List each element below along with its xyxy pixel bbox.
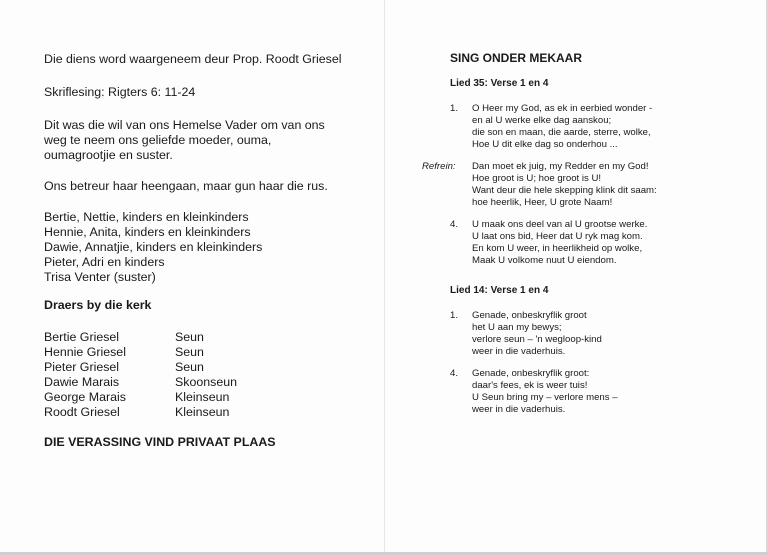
hymn-title: Lied 35: Verse 1 en 4 <box>450 78 549 89</box>
verse-number: 1. <box>450 310 459 321</box>
verse-lines <box>472 219 647 267</box>
message-line: oumagrootjie en suster. <box>44 148 173 162</box>
hymn-refrain <box>422 161 762 209</box>
left-panel <box>44 52 374 450</box>
verse-line: U maak ons deel van al U grootse werke. <box>472 219 648 230</box>
message-line: weg te neem ons geliefde moeder, ouma, <box>44 133 272 147</box>
verse-line: het U aan my bewys; <box>472 322 562 333</box>
bearer-name: Bertie Griesel <box>44 330 120 344</box>
verse-line: Genade, onbeskryflik groot: <box>472 368 590 379</box>
verse-lines <box>472 368 618 416</box>
verse-line: hoe heerlik, Heer, U grote Naam! <box>472 197 613 208</box>
family-line: Dawie, Annatjie, kinders en kleinkinders <box>44 240 263 254</box>
officiant-text: Die diens word waargeneem deur Prop. Roodt Griesel <box>44 52 342 66</box>
bearer-name: Pieter Griesel <box>44 360 120 374</box>
bearer-relation: Kleinseun <box>175 405 230 419</box>
bearer-relation: Skoonseun <box>175 375 238 389</box>
bearer-relation: Kleinseun <box>175 390 230 404</box>
scripture-reading: Skriflesing: Rigters 6: 11-24 <box>44 85 196 99</box>
verse-number: 4. <box>450 368 459 379</box>
message-line: Dit was die wil van ons Hemelse Vader om van ons <box>44 118 325 132</box>
bearer-name: Roodt Griesel <box>44 405 120 419</box>
rest-text: Ons betreur haar heengaan, maar gun haar die rus. <box>44 179 328 193</box>
family-line: Trisa Venter (suster) <box>44 270 156 284</box>
hymn-verse <box>422 310 762 358</box>
bearer-name: George Marais <box>44 390 126 404</box>
verse-lines <box>472 103 652 151</box>
verse-line: O Heer my God, as ek in eerbied wonder - <box>472 103 653 114</box>
verse-number: 1. <box>450 103 459 114</box>
bearer-name: Dawie Marais <box>44 375 120 389</box>
verse-line: en al U werke elke dag aanskou; <box>472 115 612 126</box>
verse-line: U Seun bring my – verlore mens – <box>472 392 618 403</box>
family-line: Hennie, Anita, kinders en kleinkinders <box>44 225 251 239</box>
verse-line: die son en maan, die aarde, sterre, wolke, <box>472 127 651 138</box>
family-list <box>44 210 374 285</box>
hymn-verse <box>422 219 762 267</box>
message-paragraph <box>44 118 374 163</box>
family-line: Bertie, Nettie, kinders en kleinkinders <box>44 210 249 224</box>
refrain-label: Refrein: <box>422 161 456 172</box>
hymn-title: Lied 14: Verse 1 en 4 <box>450 285 549 296</box>
verse-line: Genade, onbeskryflik groot <box>472 310 587 321</box>
verse-number: 4. <box>450 219 459 230</box>
verse-line: Hoe U dit elke dag so onderhou ... <box>472 139 618 150</box>
verse-line: Want deur die hele skepping klink dit saam: <box>472 185 657 196</box>
bearer-relation: Seun <box>175 330 204 344</box>
bearer-name: Hennie Griesel <box>44 345 126 359</box>
verse-line: Hoe groot is U; hoe groot is U! <box>472 173 602 184</box>
refrain-lines <box>472 161 657 209</box>
bearers-heading: Draers by die kerk <box>44 298 152 312</box>
verse-line: Dan moet ek juig, my Redder en my God! <box>472 161 649 172</box>
verse-line: verlore seun – 'n wegloop-kind <box>472 334 602 345</box>
bearer-relation: Seun <box>175 360 204 374</box>
verse-line: weer in die vaderhuis. <box>472 346 566 357</box>
verse-line: daar's fees, ek is weer tuis! <box>472 380 588 391</box>
songs-heading: SING ONDER MEKAAR <box>450 51 583 65</box>
fold-line <box>384 0 385 555</box>
verse-line: Maak U volkome nuut U eiendom. <box>472 255 617 266</box>
verse-line: weer in die vaderhuis. <box>472 404 566 415</box>
verse-line: En kom U weer, in heerlikheid op wolke, <box>472 243 643 254</box>
hymn-verse <box>422 368 762 416</box>
bearer-relation: Seun <box>175 345 204 359</box>
verse-lines <box>472 310 602 358</box>
family-line: Pieter, Adri en kinders <box>44 255 165 269</box>
cremation-notice: DIE VERASSING VIND PRIVAAT PLAAS <box>44 435 276 449</box>
hymn-verse <box>422 103 762 151</box>
bearers-table <box>44 330 374 420</box>
right-panel <box>422 52 762 426</box>
verse-line: U laat ons bid, Heer dat U ryk mag kom. <box>472 231 643 242</box>
